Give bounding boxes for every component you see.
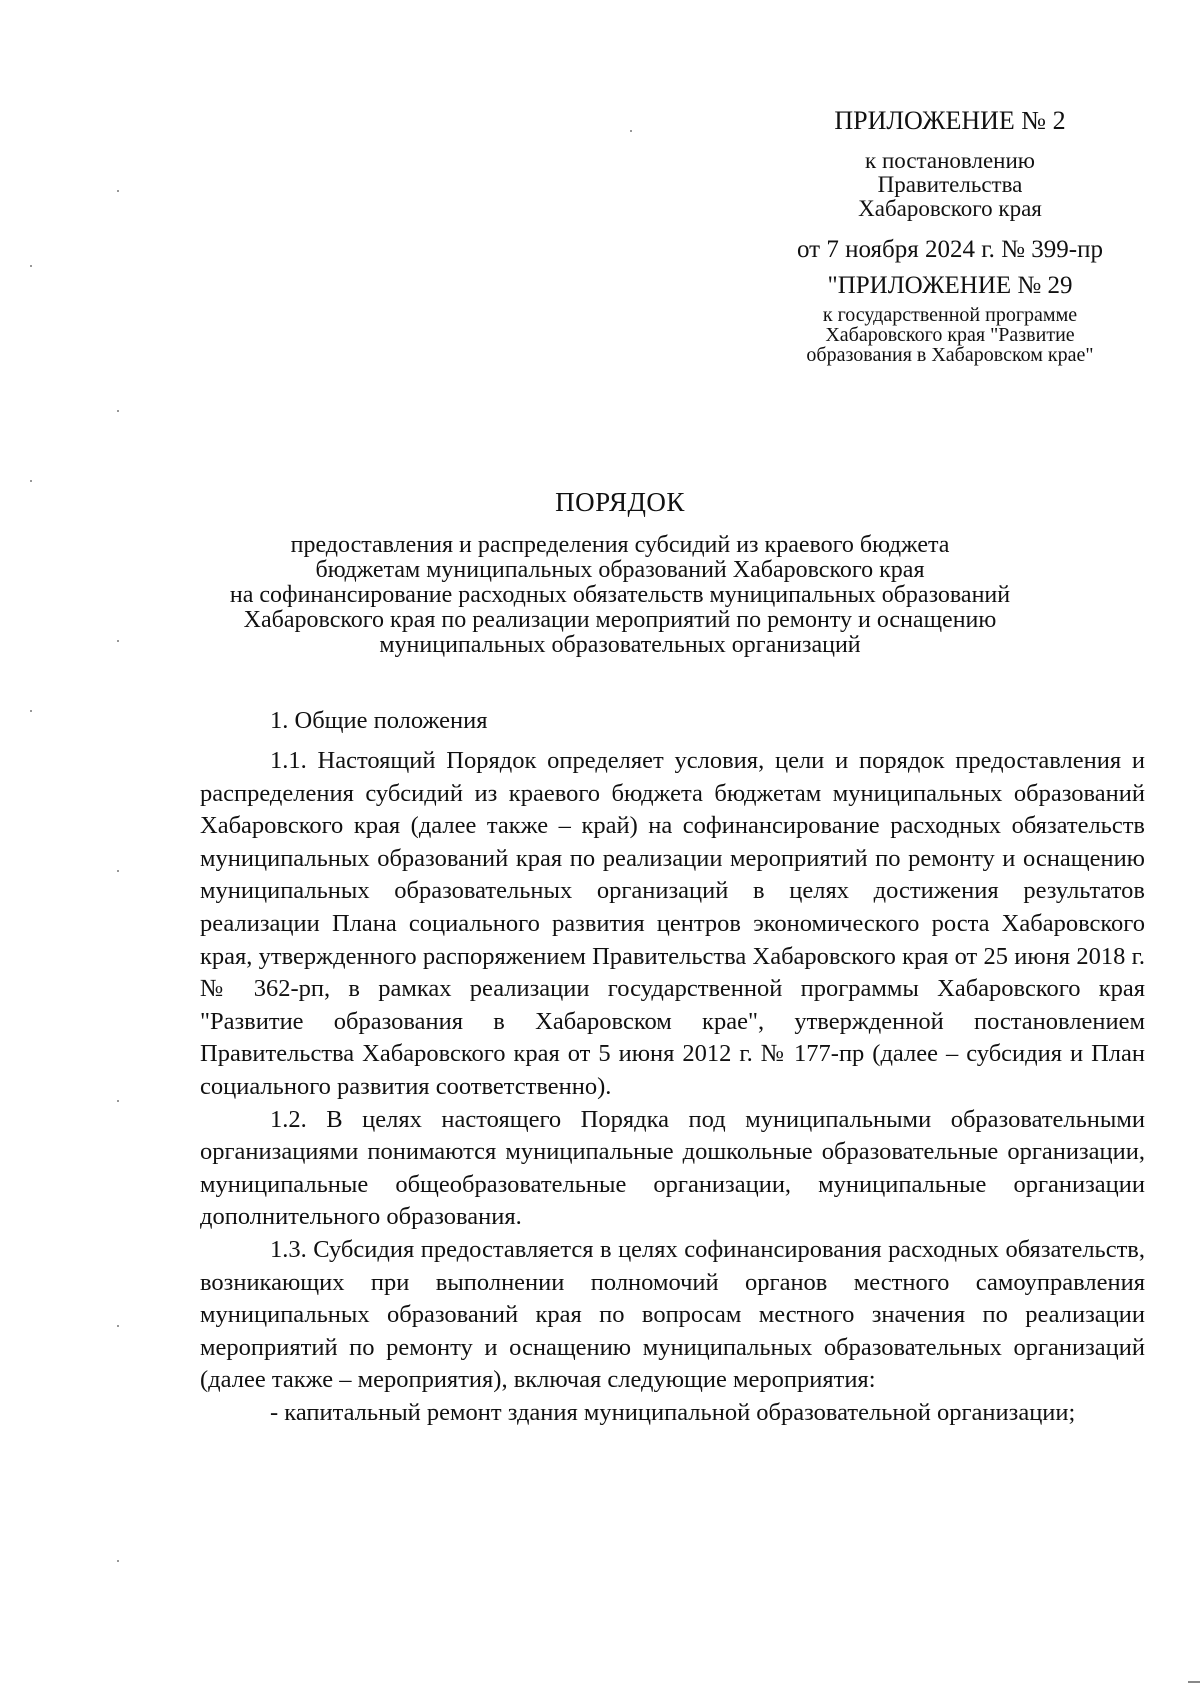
paragraph-1-1: 1.1. Настоящий Порядок определяет условия, цели и порядок предоставления и распределения субсидий из краевого бюджета бюджетам муниципальных образований Хабаровского края (далее также – край) на софинансирование расходных обязательств муниципальных образований края по реализации мероприятий по ремонту и оснащению муниципальных образовательных организаций в целях достижения результатов реализации Плана социального развития центров экономического роста Хабаровского края, утвержденного распоряжением Правительства Хабаровского края от 25 июня 2018 г. № 362-рп, в рамках реализации государственной программы Хабаровского края "Развитие образования в Хабаровском крае", утвержденной постановлением Правительства Хабаровского края от 5 июня 2012 г. № 177-пр (далее – субсидия и План социального развития соответственно). <box>200 747 1145 1100</box>
subtitle-line: муниципальных образовательных организаций <box>379 632 861 658</box>
scan-mark <box>630 130 632 132</box>
scan-mark <box>117 1325 119 1327</box>
program-reference-line: Хабаровского края "Развитие <box>825 324 1075 346</box>
section-heading: 1. Общие положения <box>270 707 488 734</box>
document-title-block <box>120 485 1120 658</box>
decree-reference-line: Правительства <box>877 172 1023 197</box>
scan-mark <box>117 190 119 192</box>
subtitle-line: предоставления и распределения субсидий из краевого бюджета <box>290 532 950 558</box>
scan-edge-mark <box>1188 1681 1200 1683</box>
scan-mark <box>117 1100 119 1102</box>
subtitle-line: Хабаровского края по реализации мероприятий по ремонту и оснащению <box>243 607 997 633</box>
program-appendix-number: "ПРИЛОЖЕНИЕ № 29 <box>827 272 1073 299</box>
document-body <box>200 705 1145 1429</box>
scan-mark <box>117 1560 119 1562</box>
scan-mark <box>117 410 119 412</box>
decree-date: от 7 ноября 2024 г. № 399-пр <box>797 236 1103 263</box>
program-reference-line: образования в Хабаровском крае" <box>806 344 1094 366</box>
bullet-item: - капитальный ремонт здания муниципальной образовательной организации; <box>270 1398 1076 1426</box>
scan-mark <box>117 640 119 642</box>
appendix-number: ПРИЛОЖЕНИЕ № 2 <box>834 106 1066 135</box>
program-reference <box>740 305 1160 365</box>
program-reference-line: к государственной программе <box>822 304 1078 326</box>
paragraph-1-3: 1.3. Субсидия предоставляется в целях софинансирования расходных обязательств, возникающих при выполнении полномочий органов местного самоуправления муниципальных образований края по вопросам местного значения по реализации мероприятий по ремонту и оснащению муниципальных образовательных организаций (далее также – мероприятия), включая следующие мероприятия: <box>200 1235 1145 1394</box>
paragraph-1-2: 1.2. В целях настоящего Порядка под муниципальными образовательными организациями понимаются муниципальные дошкольные образовательные организации, муниципальные общеобразовательные организации, муниципальные организации дополнительного образования. <box>200 1105 1145 1231</box>
appendix-header <box>740 105 1160 365</box>
document-subtitle <box>120 533 1120 658</box>
subtitle-line: на софинансирование расходных обязательств муниципальных образований <box>229 582 1011 608</box>
document-title: ПОРЯДОК <box>555 487 685 517</box>
scan-mark <box>30 265 32 267</box>
subtitle-line: бюджетам муниципальных образований Хабаровского края <box>315 557 925 583</box>
scan-mark <box>30 710 32 712</box>
decree-reference-line: Хабаровского края <box>858 196 1042 221</box>
scan-mark <box>117 870 119 872</box>
scan-mark <box>30 480 32 482</box>
decree-reference <box>740 149 1160 221</box>
decree-reference-line: к постановлению <box>865 148 1035 173</box>
